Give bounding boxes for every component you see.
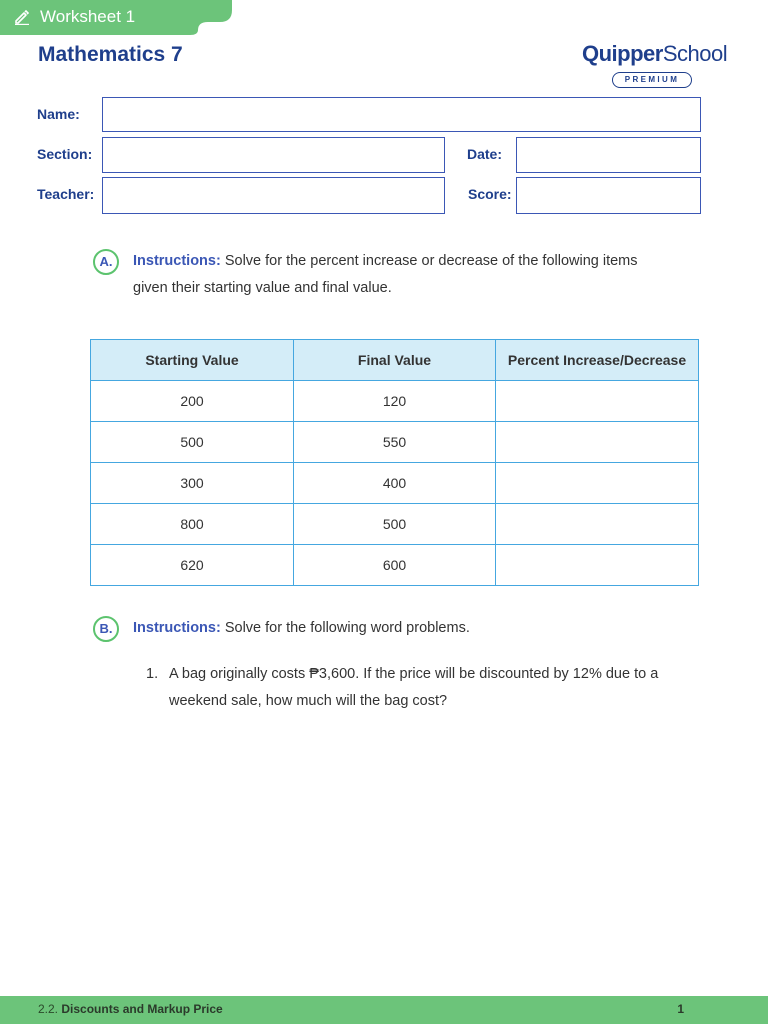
final-value-cell: 550	[294, 422, 496, 463]
problem-line1: A bag originally costs ₱3,600. If the price will be discounted by 12% due to a	[169, 666, 659, 682]
section-b-instr-text: Solve for the following word problems.	[220, 620, 470, 636]
problem-line2: weekend sale, how much will the bag cost?	[169, 693, 448, 709]
section-a-line2: given their starting value and final value.	[133, 280, 392, 296]
footer-lesson-code: 2.2.	[38, 1002, 59, 1016]
section-b-instructions	[133, 615, 470, 642]
page-number: 1	[677, 1002, 684, 1016]
logo-word-bold: Quipper	[582, 41, 663, 66]
starting-value-cell: 200	[91, 381, 294, 422]
problem-number: 1.	[146, 666, 159, 682]
table-row	[91, 422, 699, 463]
score-field[interactable]	[516, 177, 701, 214]
quipper-school-logo	[582, 41, 728, 91]
section-a-instr-text: Solve for the percent increase or decrease of the following items	[220, 253, 638, 269]
table-header: Final Value	[294, 340, 496, 381]
logo-wordmark	[582, 41, 727, 67]
table-row	[91, 463, 699, 504]
teacher-label: Teacher:	[37, 186, 95, 202]
percent-change-table	[90, 339, 699, 586]
section-a-marker: A.	[93, 249, 119, 275]
answer-cell[interactable]	[496, 545, 699, 586]
name-field[interactable]	[102, 97, 701, 132]
subject-title: Mathematics 7	[38, 43, 183, 66]
pencil-icon	[14, 9, 30, 25]
section-b-instr-label: Instructions:	[133, 620, 221, 636]
answer-cell[interactable]	[496, 422, 699, 463]
date-label: Date:	[467, 146, 503, 162]
footer-lesson	[38, 1002, 223, 1016]
table-row	[91, 504, 699, 545]
table-header: Starting Value	[91, 340, 294, 381]
final-value-cell: 120	[294, 381, 496, 422]
final-value-cell: 600	[294, 545, 496, 586]
answer-cell[interactable]	[496, 463, 699, 504]
score-label: Score:	[468, 186, 512, 202]
table-header: Percent Increase/Decrease	[496, 340, 699, 381]
starting-value-cell: 620	[91, 545, 294, 586]
page-footer	[0, 996, 768, 1024]
tab-label: Worksheet 1	[40, 7, 136, 26]
section-a-instructions	[133, 248, 638, 302]
section-a-line1	[133, 248, 638, 275]
section-field[interactable]	[102, 137, 445, 173]
premium-badge: PREMIUM	[612, 72, 692, 88]
worksheet-tab	[0, 0, 232, 35]
final-value-cell: 400	[294, 463, 496, 504]
final-value-cell: 500	[294, 504, 496, 545]
name-label: Name:	[37, 106, 80, 122]
table-row	[91, 381, 699, 422]
teacher-field[interactable]	[102, 177, 445, 214]
section-b-marker: B.	[93, 616, 119, 642]
starting-value-cell: 500	[91, 422, 294, 463]
problem-text	[169, 661, 669, 715]
logo-word-normal: School	[662, 41, 728, 66]
section-a-instr-label: Instructions:	[133, 253, 221, 269]
starting-value-cell: 300	[91, 463, 294, 504]
answer-cell[interactable]	[496, 381, 699, 422]
date-field[interactable]	[516, 137, 701, 173]
answer-cell[interactable]	[496, 504, 699, 545]
table-header-row	[91, 340, 699, 381]
footer-lesson-title: Discounts and Markup Price	[61, 1002, 223, 1016]
table-row	[91, 545, 699, 586]
starting-value-cell: 800	[91, 504, 294, 545]
section-label: Section:	[37, 146, 93, 162]
